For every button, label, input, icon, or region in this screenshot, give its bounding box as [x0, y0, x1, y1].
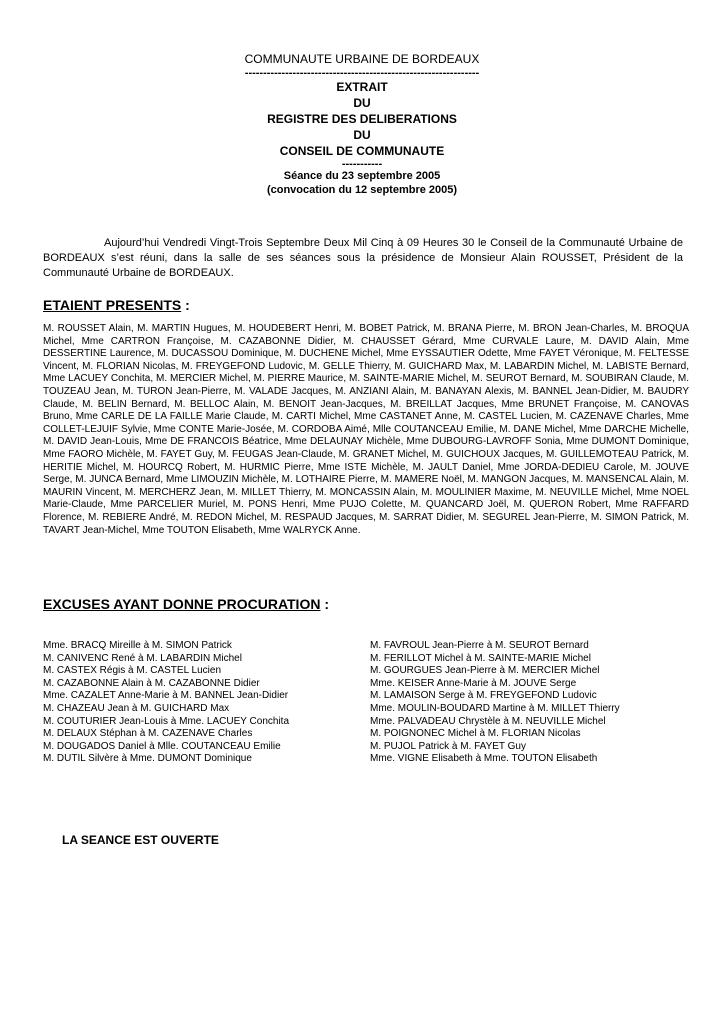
proxy-list-right — [370, 640, 620, 766]
list-item: Mme. BRACQ Mireille à M. SIMON Patrick — [43, 640, 232, 651]
header-short-separator: ----------- — [341, 158, 383, 170]
list-item: Mme. KEISER Anne-Marie à M. JOUVE Serge — [370, 677, 577, 689]
session-date: Séance du 23 septembre 2005 — [283, 170, 441, 182]
present-heading-colon: : — [181, 297, 190, 313]
title-registre: REGISTRE DES DELIBERATIONS — [267, 112, 457, 126]
list-item: M. PUJOL Patrick à M. FAYET Guy — [370, 740, 526, 752]
present-heading — [43, 296, 190, 314]
header-separator: ---------------------------------------------------------------- — [244, 67, 480, 79]
excused-heading-colon: : — [320, 596, 330, 612]
list-item: M. COUTURIER Jean-Louis à Mme. LACUEY Conchita — [43, 715, 290, 727]
title-du-1: DU — [353, 96, 371, 110]
list-item: M. FAVROUL Jean-Pierre à M. SEUROT Bernard — [370, 640, 589, 651]
title-conseil: CONSEIL DE COMMUNAUTE — [279, 144, 445, 158]
session-opened-statement: LA SEANCE EST OUVERTE — [62, 833, 219, 847]
proxy-list-left — [43, 640, 289, 766]
list-item: Mme. MOULIN-BOUDARD Martine à M. MILLET Thierry — [370, 702, 620, 714]
list-item: M. LAMAISON Serge à M. FREYGEFOND Ludovic — [370, 690, 597, 702]
organization-name: COMMUNAUTE URBAINE DE BORDEAUX — [244, 52, 480, 66]
document-header — [0, 52, 724, 197]
intro-paragraph: Aujourd’hui Vendredi Vingt-Trois Septembre Deux Mil Cinq à 09 Heures 30 le Conseil de la Communauté Urbaine de BORDEAUX s’est réuni, dans la salle de ses séances sous la présidence de Monsieur Alain ROUSSET, Président de la Communauté Urbaine de BORDEAUX. — [43, 237, 683, 279]
list-item: M. POIGNONEC Michel à M. FLORIAN Nicolas — [370, 728, 581, 740]
list-item: M. CHAZEAU Jean à M. GUICHARD Max — [43, 702, 230, 714]
list-item: Mme. PALVADEAU Chrystèle à M. NEUVILLE Michel — [370, 715, 606, 727]
list-item: M. CAZABONNE Alain à M. CAZABONNE Didier — [43, 677, 260, 689]
list-item: M. CANIVENC René à M. LABARDIN Michel — [43, 652, 242, 664]
list-item: M. GOURGUES Jean-Pierre à M. MERCIER Michel — [370, 665, 600, 677]
excused-heading-text: EXCUSES AYANT DONNE PROCURATION — [43, 596, 321, 612]
list-item: M. DELAUX Stéphan à M. CAZENAVE Charles — [43, 728, 253, 740]
title-du-2: DU — [353, 128, 371, 142]
list-item: M. FERILLOT Michel à M. SAINTE-MARIE Michel — [370, 652, 591, 664]
present-members-list: M. ROUSSET Alain, M. MARTIN Hugues, M. HOUDEBERT Henri, M. BOBET Patrick, M. BRANA Pierre, M. BRON Jean-Charles, M. BROQUA Michel, Mme CARTRON Françoise, M. CAZABONNE Didier, M. CHAUSSET Gérard, Mme CURVALE Laure, M. DAVID Alain, Mme DESSERTINE Laurence, M. DUCASSOU Dominique, M. DUCHENE Michel, Mme EYSSAUTIER Odette, Mme FAYET Véronique, M. FELTESSE Vincent, M. FLORIAN Nicolas, M. FREYGEFOND Ludovic, M. GELLE Thierry, M. GUICHARD Max, M. LABARDIN Michel, M. LABISTE Bernard, Mme LACUEY Conchita, M. MERCIER Michel, M. PIERRE Maurice, M. SAINTE-MARIE Michel, M. SEUROT Bernard, M. SOUBIRAN Claude, M. TOUZEAU Jean, M. TURON Jean-Pierre, M. VALADE Jacques, M. ANZIANI Alain, M. BANAYAN Alexis, M. BANNEL Jean-Didier, M. BAUDRY Claude, M. BELIN Bernard, M. BELLOC Alain, M. BENOIT Jean-Jacques, M. BREILLAT Jacques, Mme BRUNET Françoise, M. CANOVAS Bruno, Mme CARLE DE LA FAILLE Marie Claude, M. CARTI Michel, Mme CASTANET Anne, M. CASTEL Lucien, M. CAZENAVE Charles, Mme COLLET-LEJUIF Sylvie, Mme CONTE Marie-Josée, M. CORDOBA Aimé, Mlle COUTANCEAU Emilie, M. DANE Michel, Mme DARCHE Michelle, M. DAVID Jean-Louis, Mme DE FRANCOIS Béatrice, Mme DELAUNAY Michèle, Mme DUBOURG-LAVROFF Sonia, Mme DUMONT Dominique, Mme FAORO Michèle, M. FAYET Guy, M. FEUGAS Jean-Claude, M. GRANET Michel, M. GUICHOUX Jacques, M. GUILLEMOTEAU Patrick, M. HERITIE Michel, M. HOURCQ Robert, M. HURMIC Pierre, Mme ISTE Michèle, M. JAULT Daniel, Mme JORDA-DEDIEU Carole, M. JOUVE Serge, M. JUNCA Bernard, Mme LIMOUZIN Michèle, M. LOTHAIRE Pierre, M. MAMERE Noël, M. MANGON Jacques, M. MANSENCAL Alain, M. MAURIN Vincent, M. MERCHERZ Jean, M. MILLET Thierry, M. MONCASSIN Alain, M. MOULINIER Maxime, M. NEUVILLE Michel, Mme NOEL Marie-Claude, Mme PARCELIER Muriel, M. PONS Henri, Mme PUJO Colette, M. QUANCARD Joël, M. QUERON Robert, Mme RAFFARD Florence, M. REBIERE André, M. REDON Michel, M. RESPAUD Jacques, M. SARRAT Didier, M. SEGUREL Jean-Pierre, M. SIMON Patrick, M. TAVART Jean-Michel, Mme TOUTON Elisabeth, Mme WALRYCK Anne. — [43, 323, 689, 536]
list-item: M. CASTEX Régis à M. CASTEL Lucien — [43, 665, 222, 677]
list-item: Mme. VIGNE Elisabeth à Mme. TOUTON Elisabeth — [370, 753, 598, 765]
excused-heading — [43, 595, 329, 613]
list-item: M. DUTIL Silvère à Mme. DUMONT Dominique — [43, 753, 252, 765]
list-item: Mme. CAZALET Anne-Marie à M. BANNEL Jean-Didier — [43, 690, 289, 702]
present-heading-text: ETAIENT PRESENTS — [43, 297, 182, 313]
title-extrait: EXTRAIT — [336, 80, 388, 94]
list-item: M. DOUGADOS Daniel à Mlle. COUTANCEAU Emilie — [43, 740, 281, 752]
convocation-date: (convocation du 12 septembre 2005) — [266, 184, 458, 196]
